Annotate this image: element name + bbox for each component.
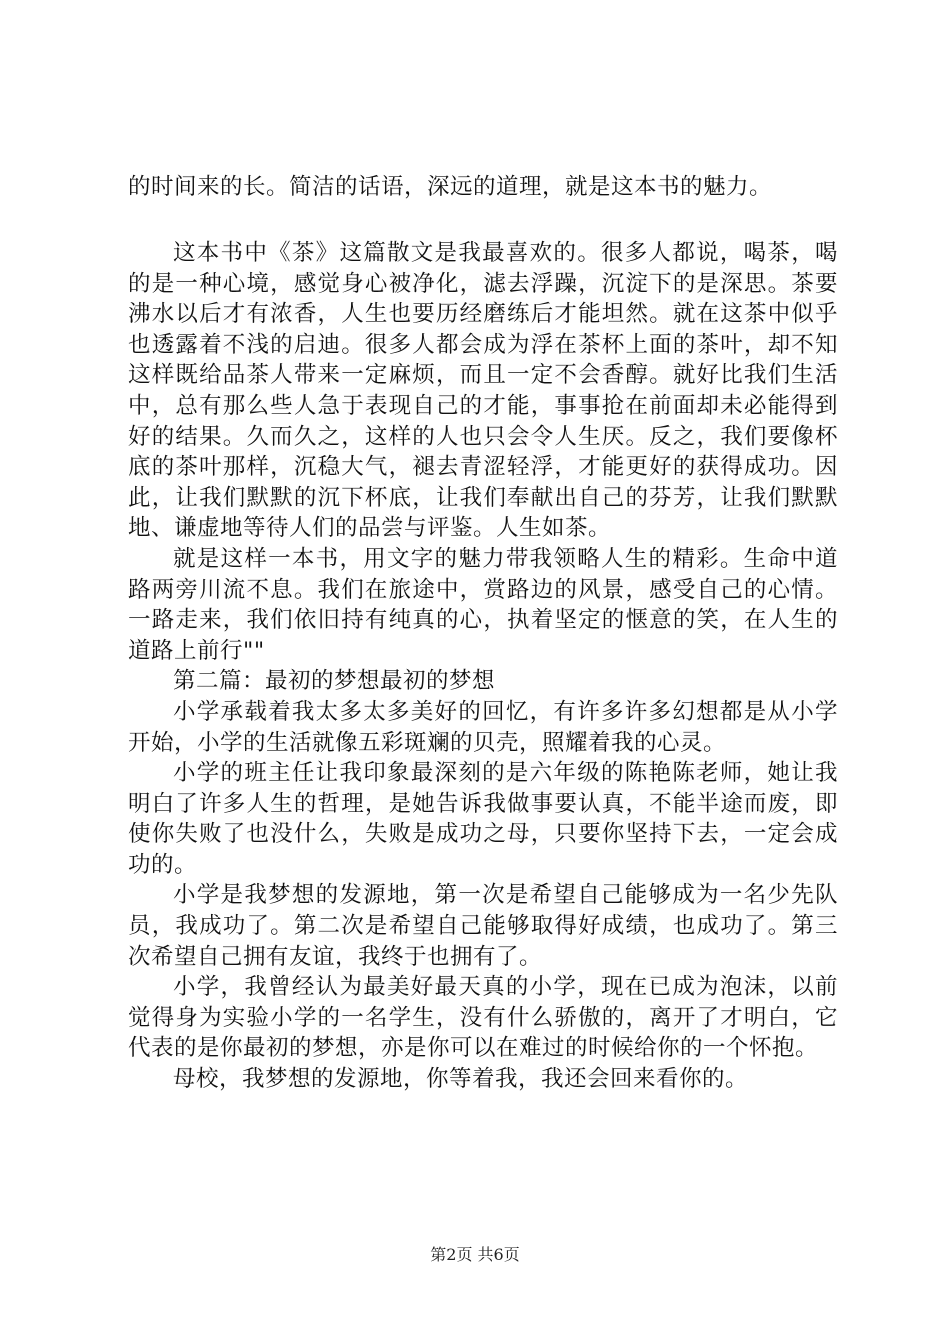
paragraph-alma-mater: 母校，我梦想的发源地，你等着我，我还会回来看你的。 (173, 1066, 749, 1093)
paragraph-tea-essay: 这本书中《茶》这篇散文是我最喜欢的。很多人都说，喝茶，喝的是一种心境，感觉身心被净化，滤去浮躁，沉淀下的是深思。茶要沸水以后才有浓香，人生也要历经磨练后才能坦然。就在这茶中似乎也透露着不浅的启迪。很多人都会成为浮在茶杯上面的茶叶，却不知这样既给品茶人带来一定麻烦，而且一定不会香醇。就好比我们生活中，总有那么些人急于表现自己的才能，事事抢在前面却未必能得到好的结果。久而久之，这样的人也只会令人生厌。反之，我们要像杯底的茶叶那样，沉稳大气，褪去青涩轻浮，才能更好的获得成功。因此，让我们默默的沉下杯底，让我们奉献出自己的芬芳，让我们默默地、谦虚地等待人们的品尝与评鉴。人生如茶。 (128, 240, 838, 542)
page-number-label: 第2页 共6页 (430, 1245, 520, 1264)
lead-text-block (128, 172, 838, 203)
page-footer (0, 1244, 950, 1266)
body-text-block (128, 238, 838, 1095)
lead-paragraph: 的时间来的长。简洁的话语，深远的道理，就是这本书的魅力。 (128, 174, 773, 200)
paragraph-school-reflection: 小学，我曾经认为最美好最天真的小学，现在已成为泡沫，以前觉得身为实验小学的一名学生，没有什么骄傲的，离开了才明白，它代表的是你最初的梦想，亦是你可以在难过的时候给你的一个怀抱。 (128, 974, 838, 1062)
paragraph-teacher: 小学的班主任让我印象最深刻的是六年级的陈艳陈老师，她让我明白了许多人生的哲理，是她告诉我做事要认真，不能半途而废，即使你失败了也没什么，失败是成功之母，只要你坚持下去，一定会成功的。 (128, 760, 838, 878)
paragraph-primary-school-memories: 小学承载着我太多太多美好的回忆，有许多许多幻想都是从小学开始，小学的生活就像五彩斑斓的贝壳，照耀着我的心灵。 (128, 698, 838, 756)
section-heading: 第二篇：最初的梦想最初的梦想 (173, 668, 496, 695)
paragraph-dream-origin: 小学是我梦想的发源地，第一次是希望自己能够成为一名少先队员，我成功了。第二次是希望自己能够取得好成绩，也成功了。第三次希望自己拥有友谊，我终于也拥有了。 (128, 882, 838, 970)
paragraph-book-summary: 就是这样一本书，用文字的魅力带我领略人生的精彩。生命中道路两旁川流不息。我们在旅途中，赏路边的风景，感受自己的心情。一路走来，我们依旧持有纯真的心，执着坚定的惬意的笑，在人生的道路上前行"" (128, 545, 838, 664)
